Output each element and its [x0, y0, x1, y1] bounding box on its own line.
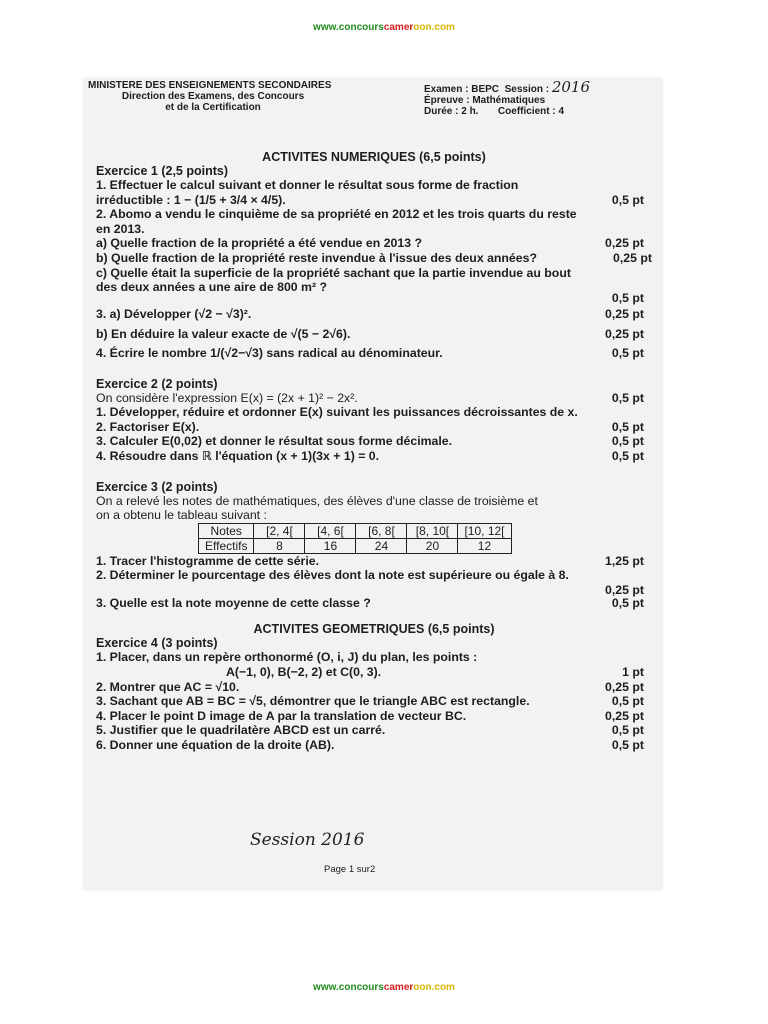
points: 0,25 pt	[613, 250, 652, 265]
table-cell: 8	[254, 538, 305, 553]
points: 0,5 pt	[611, 419, 644, 434]
points: 0,5 pt	[611, 434, 644, 449]
duration-coef-line	[424, 106, 644, 117]
points: 1 pt	[622, 665, 644, 680]
table-header-cell: [6, 8[	[356, 523, 407, 538]
table-row	[199, 538, 512, 553]
ex3-q3: 3. Quelle est la note moyenne de cette classe ? 0,5 pt	[96, 595, 644, 610]
ex4-q2: 2. Montrer que AC = √10. 0,25 pt	[96, 679, 644, 694]
ex1-q4: 4. Écrire le nombre 1/(√2−√3) sans radical au dénominateur. 0,5 pt	[96, 345, 644, 360]
ex2-q4: 4. Résoudre dans ℝ l'équation (x + 1)(3x + 1) = 0. 0,5 pt	[96, 448, 644, 463]
coefficient: Coefficient : 4	[497, 106, 565, 117]
ex4-q1-line2: A(−1, 0), B(−2, 2) et C(0, 3). 1 pt	[226, 665, 644, 680]
page-number: Page 1 sur2	[324, 864, 376, 875]
table-cell: 16	[305, 538, 356, 553]
ex1-qb: b) Quelle fraction de la propriété reste invendue à l'issue des deux années? 0,25 pt	[96, 250, 652, 265]
ex1-q3a: 3. a) Développer (√2 − √3)². 0,25 pt	[96, 306, 644, 321]
points: 0,25 pt	[605, 708, 644, 723]
points: 0,5 pt	[611, 694, 644, 709]
exam-sheet	[84, 78, 662, 890]
ex4-q6: 6. Donner une équation de la droite (AB). 0,5 pt	[96, 738, 644, 753]
table-cell: 12	[458, 538, 511, 553]
exercise-1-title: Exercice 1 (2,5 points)	[96, 164, 229, 178]
table-cell: 20	[407, 538, 458, 553]
ex4-q4: 4. Placer le point D image de A par la translation de vecteur BC. 0,25 pt	[96, 708, 644, 723]
ministry-line-1: MINISTERE DES ENSEIGNEMENTS SECONDAIRES	[88, 80, 332, 91]
exercise-4-title: Exercice 4 (3 points)	[96, 636, 218, 651]
points: 0,5 pt	[611, 192, 644, 207]
site-link-top[interactable]: www.concourscameroon.com	[313, 22, 455, 33]
ex4-q3: 3. Sachant que AB = BC = √5, démontrer que le triangle ABC est rectangle. 0,5 pt	[96, 694, 644, 709]
exercise-3-title: Exercice 3 (2 points)	[96, 479, 218, 494]
ex1-qa: a) Quelle fraction de la propriété a été vendue en 2013 ? 0,25 pt	[96, 236, 644, 251]
exercise-2-title: Exercice 2 (2 points)	[96, 376, 218, 391]
site-link-bottom[interactable]: www.concourscameroon.com	[313, 982, 455, 993]
ex1-qc-line2: des deux années a une aire de 800 m² ?	[96, 280, 328, 295]
ex1-q2-line2: en 2013.	[96, 221, 145, 236]
points: 0,5 pt	[611, 595, 644, 610]
duration: Durée : 2 h.	[424, 106, 479, 117]
exam-body	[96, 150, 652, 753]
points: 0,5 pt	[611, 390, 644, 405]
session-value: 2016	[551, 78, 591, 96]
table-header-cell: [2, 4[	[254, 523, 305, 538]
ministry-line-3: et de la Certification	[165, 102, 261, 113]
ex1-q2-line1: 2. Abomo a vendu le cinquième de sa propriété en 2012 et les trois quarts du reste	[96, 207, 577, 222]
points: 0,5 pt	[611, 290, 644, 305]
table-header-cell: [4, 6[	[305, 523, 356, 538]
ex3-q1: 1. Tracer l'histogramme de cette série. 1,25 pt	[96, 553, 644, 568]
points: 0,25 pt	[605, 236, 644, 251]
ex2-intro: On considère l'expression E(x) = (2x + 1)² − 2x². 0,5 pt	[96, 390, 644, 405]
ex3-q2: 2. Déterminer le pourcentage des élèves dont la note est supérieure ou égale à 8.	[96, 568, 569, 583]
ex4-q1-line1: 1. Placer, dans un repère orthonormé (O, i, J) du plan, les points :	[96, 650, 478, 665]
ex3-intro-line2: on a obtenu le tableau suivant :	[96, 508, 267, 523]
ex1-q3b: b) En déduire la valeur exacte de √(5 − 2√6). 0,25 pt	[96, 327, 644, 342]
ex4-q5: 5. Justifier que le quadrilatère ABCD est un carré. 0,5 pt	[96, 723, 644, 738]
ex1-qc-line1: c) Quelle était la superficie de la propriété sachant que la partie invendue au bout	[96, 265, 571, 280]
points: 0,5 pt	[611, 738, 644, 753]
handwritten-session: Session 2016	[250, 830, 365, 850]
points: 0,25 pt	[605, 679, 644, 694]
session-label: Session :	[504, 84, 550, 95]
exam-info	[424, 78, 644, 117]
points: 0,25 pt	[605, 582, 644, 597]
ex2-q3: 3. Calculer E(0,02) et donner le résultat sous forme décimale. 0,5 pt	[96, 434, 644, 449]
table-row	[199, 523, 512, 538]
section-title-numeric: ACTIVITES NUMERIQUES (6,5 points)	[262, 150, 486, 164]
ex3-intro-line1: On a relevé les notes de mathématiques, des élèves d'une classe de troisième et	[96, 493, 538, 508]
table-cell: Effectifs	[199, 538, 254, 553]
grades-table	[198, 523, 512, 554]
table-header-cell: Notes	[199, 523, 254, 538]
ex2-q2: 2. Factoriser E(x). 0,5 pt	[96, 419, 644, 434]
points: 0,5 pt	[611, 723, 644, 738]
points: 0,5 pt	[611, 448, 644, 463]
points: 0,5 pt	[611, 345, 644, 360]
table-header-cell: [8, 10[	[407, 523, 458, 538]
ex2-q1: 1. Développer, réduire et ordonner E(x) suivant les puissances décroissantes de x.	[96, 405, 578, 420]
exam-session-line	[424, 78, 644, 96]
points: 0,25 pt	[605, 306, 644, 321]
ex1-q1-line2: irréductible : 1 − (1/5 + 3/4 × 4/5). 0,5 pt	[96, 192, 644, 207]
epreuve-line: Épreuve : Mathématiques	[424, 95, 546, 106]
section-title-geometry: ACTIVITES GEOMETRIQUES (6,5 points)	[253, 622, 495, 637]
points: 0,25 pt	[605, 327, 644, 342]
table-cell: 24	[356, 538, 407, 553]
table-header-cell: [10, 12[	[458, 523, 511, 538]
ministry-header	[88, 80, 378, 113]
ex1-q1-line1: 1. Effectuer le calcul suivant et donner le résultat sous forme de fraction	[96, 178, 519, 192]
points: 1,25 pt	[605, 553, 644, 568]
ministry-line-2: Direction des Examens, des Concours	[121, 91, 305, 102]
exam-label: Examen : BEPC	[424, 84, 500, 95]
